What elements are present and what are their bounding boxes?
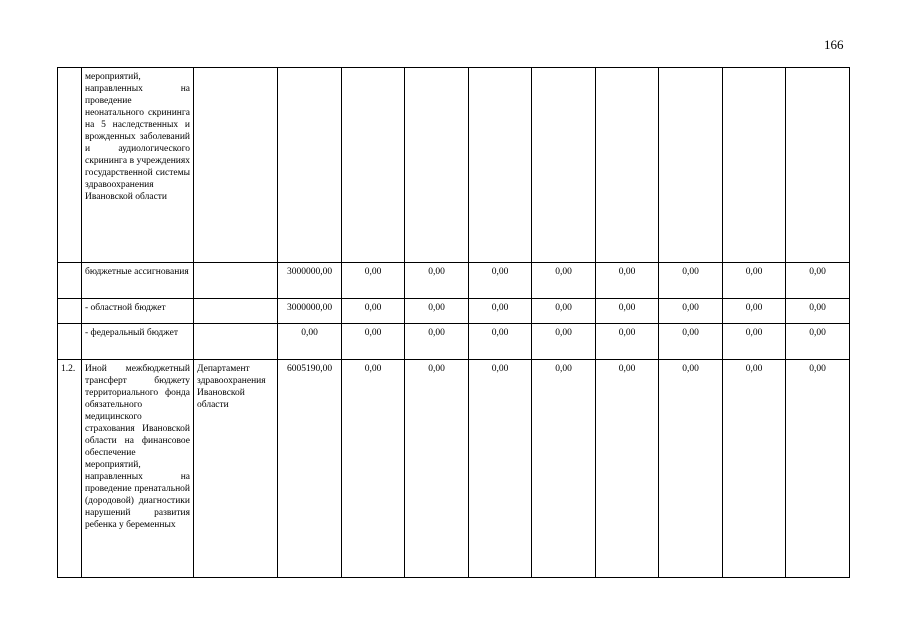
value-cell: 3000000,00 [278, 299, 342, 324]
value-cell: 0,00 [786, 299, 850, 324]
budget-table [57, 67, 850, 578]
value-cell: 0,00 [342, 360, 405, 578]
row-executor [194, 68, 278, 263]
value-cell: 0,00 [469, 299, 532, 324]
value-cell [532, 68, 596, 263]
row-index [58, 324, 82, 360]
value-cell: 0,00 [405, 324, 469, 360]
value-cell: 0,00 [405, 360, 469, 578]
value-cell [659, 68, 723, 263]
value-cell [342, 68, 405, 263]
value-cell: 0,00 [786, 324, 850, 360]
value-cell [723, 68, 786, 263]
value-cell: 0,00 [342, 299, 405, 324]
table-row [58, 360, 850, 578]
value-cell: 0,00 [659, 263, 723, 299]
row-name: бюджетные ассигнования [82, 263, 194, 299]
value-cell: 0,00 [659, 360, 723, 578]
table-row [58, 299, 850, 324]
value-cell: 6005190,00 [278, 360, 342, 578]
value-cell: 0,00 [469, 324, 532, 360]
row-name: мероприятий, направленных на проведение неонатального скрининга на 5 наследственных и врожденных заболеваний и аудиологического скрининга в учреждениях государственной системы здравоохранения Ивановской области [82, 68, 194, 263]
value-cell: 0,00 [659, 299, 723, 324]
value-cell: 0,00 [342, 324, 405, 360]
page-number: 166 [824, 37, 844, 52]
row-executor [194, 263, 278, 299]
table-row [58, 324, 850, 360]
row-index [58, 263, 82, 299]
value-cell: 0,00 [469, 360, 532, 578]
value-cell: 0,00 [469, 263, 532, 299]
value-cell: 0,00 [342, 263, 405, 299]
row-index [58, 68, 82, 263]
value-cell [469, 68, 532, 263]
row-executor [194, 324, 278, 360]
table-row [58, 68, 850, 263]
row-name: Иной межбюджетный трансферт бюджету территориального фонда обязательного медицинского страхования Ивановской области на финансовое обеспечение мероприятий, направленных на проведение пренатальной (дородовой) диагностики нарушений развития ребенка у беременных [82, 360, 194, 578]
value-cell: 0,00 [278, 324, 342, 360]
value-cell [786, 68, 850, 263]
value-cell: 0,00 [786, 263, 850, 299]
value-cell: 3000000,00 [278, 263, 342, 299]
value-cell: 0,00 [596, 263, 659, 299]
value-cell: 0,00 [596, 324, 659, 360]
value-cell: 0,00 [723, 299, 786, 324]
value-cell: 0,00 [723, 324, 786, 360]
row-name: - федеральный бюджет [82, 324, 194, 360]
value-cell [278, 68, 342, 263]
value-cell: 0,00 [532, 299, 596, 324]
value-cell: 0,00 [532, 324, 596, 360]
value-cell [596, 68, 659, 263]
row-executor [194, 299, 278, 324]
value-cell: 0,00 [532, 263, 596, 299]
row-index: 1.2. [58, 360, 82, 578]
value-cell: 0,00 [659, 324, 723, 360]
value-cell: 0,00 [532, 360, 596, 578]
value-cell: 0,00 [405, 299, 469, 324]
value-cell: 0,00 [405, 263, 469, 299]
value-cell: 0,00 [596, 360, 659, 578]
table-row [58, 263, 850, 299]
row-executor: Департамент здравоохранения Ивановской области [194, 360, 278, 578]
value-cell: 0,00 [723, 263, 786, 299]
value-cell: 0,00 [786, 360, 850, 578]
row-index [58, 299, 82, 324]
value-cell: 0,00 [723, 360, 786, 578]
value-cell: 0,00 [596, 299, 659, 324]
row-name: - областной бюджет [82, 299, 194, 324]
value-cell [405, 68, 469, 263]
